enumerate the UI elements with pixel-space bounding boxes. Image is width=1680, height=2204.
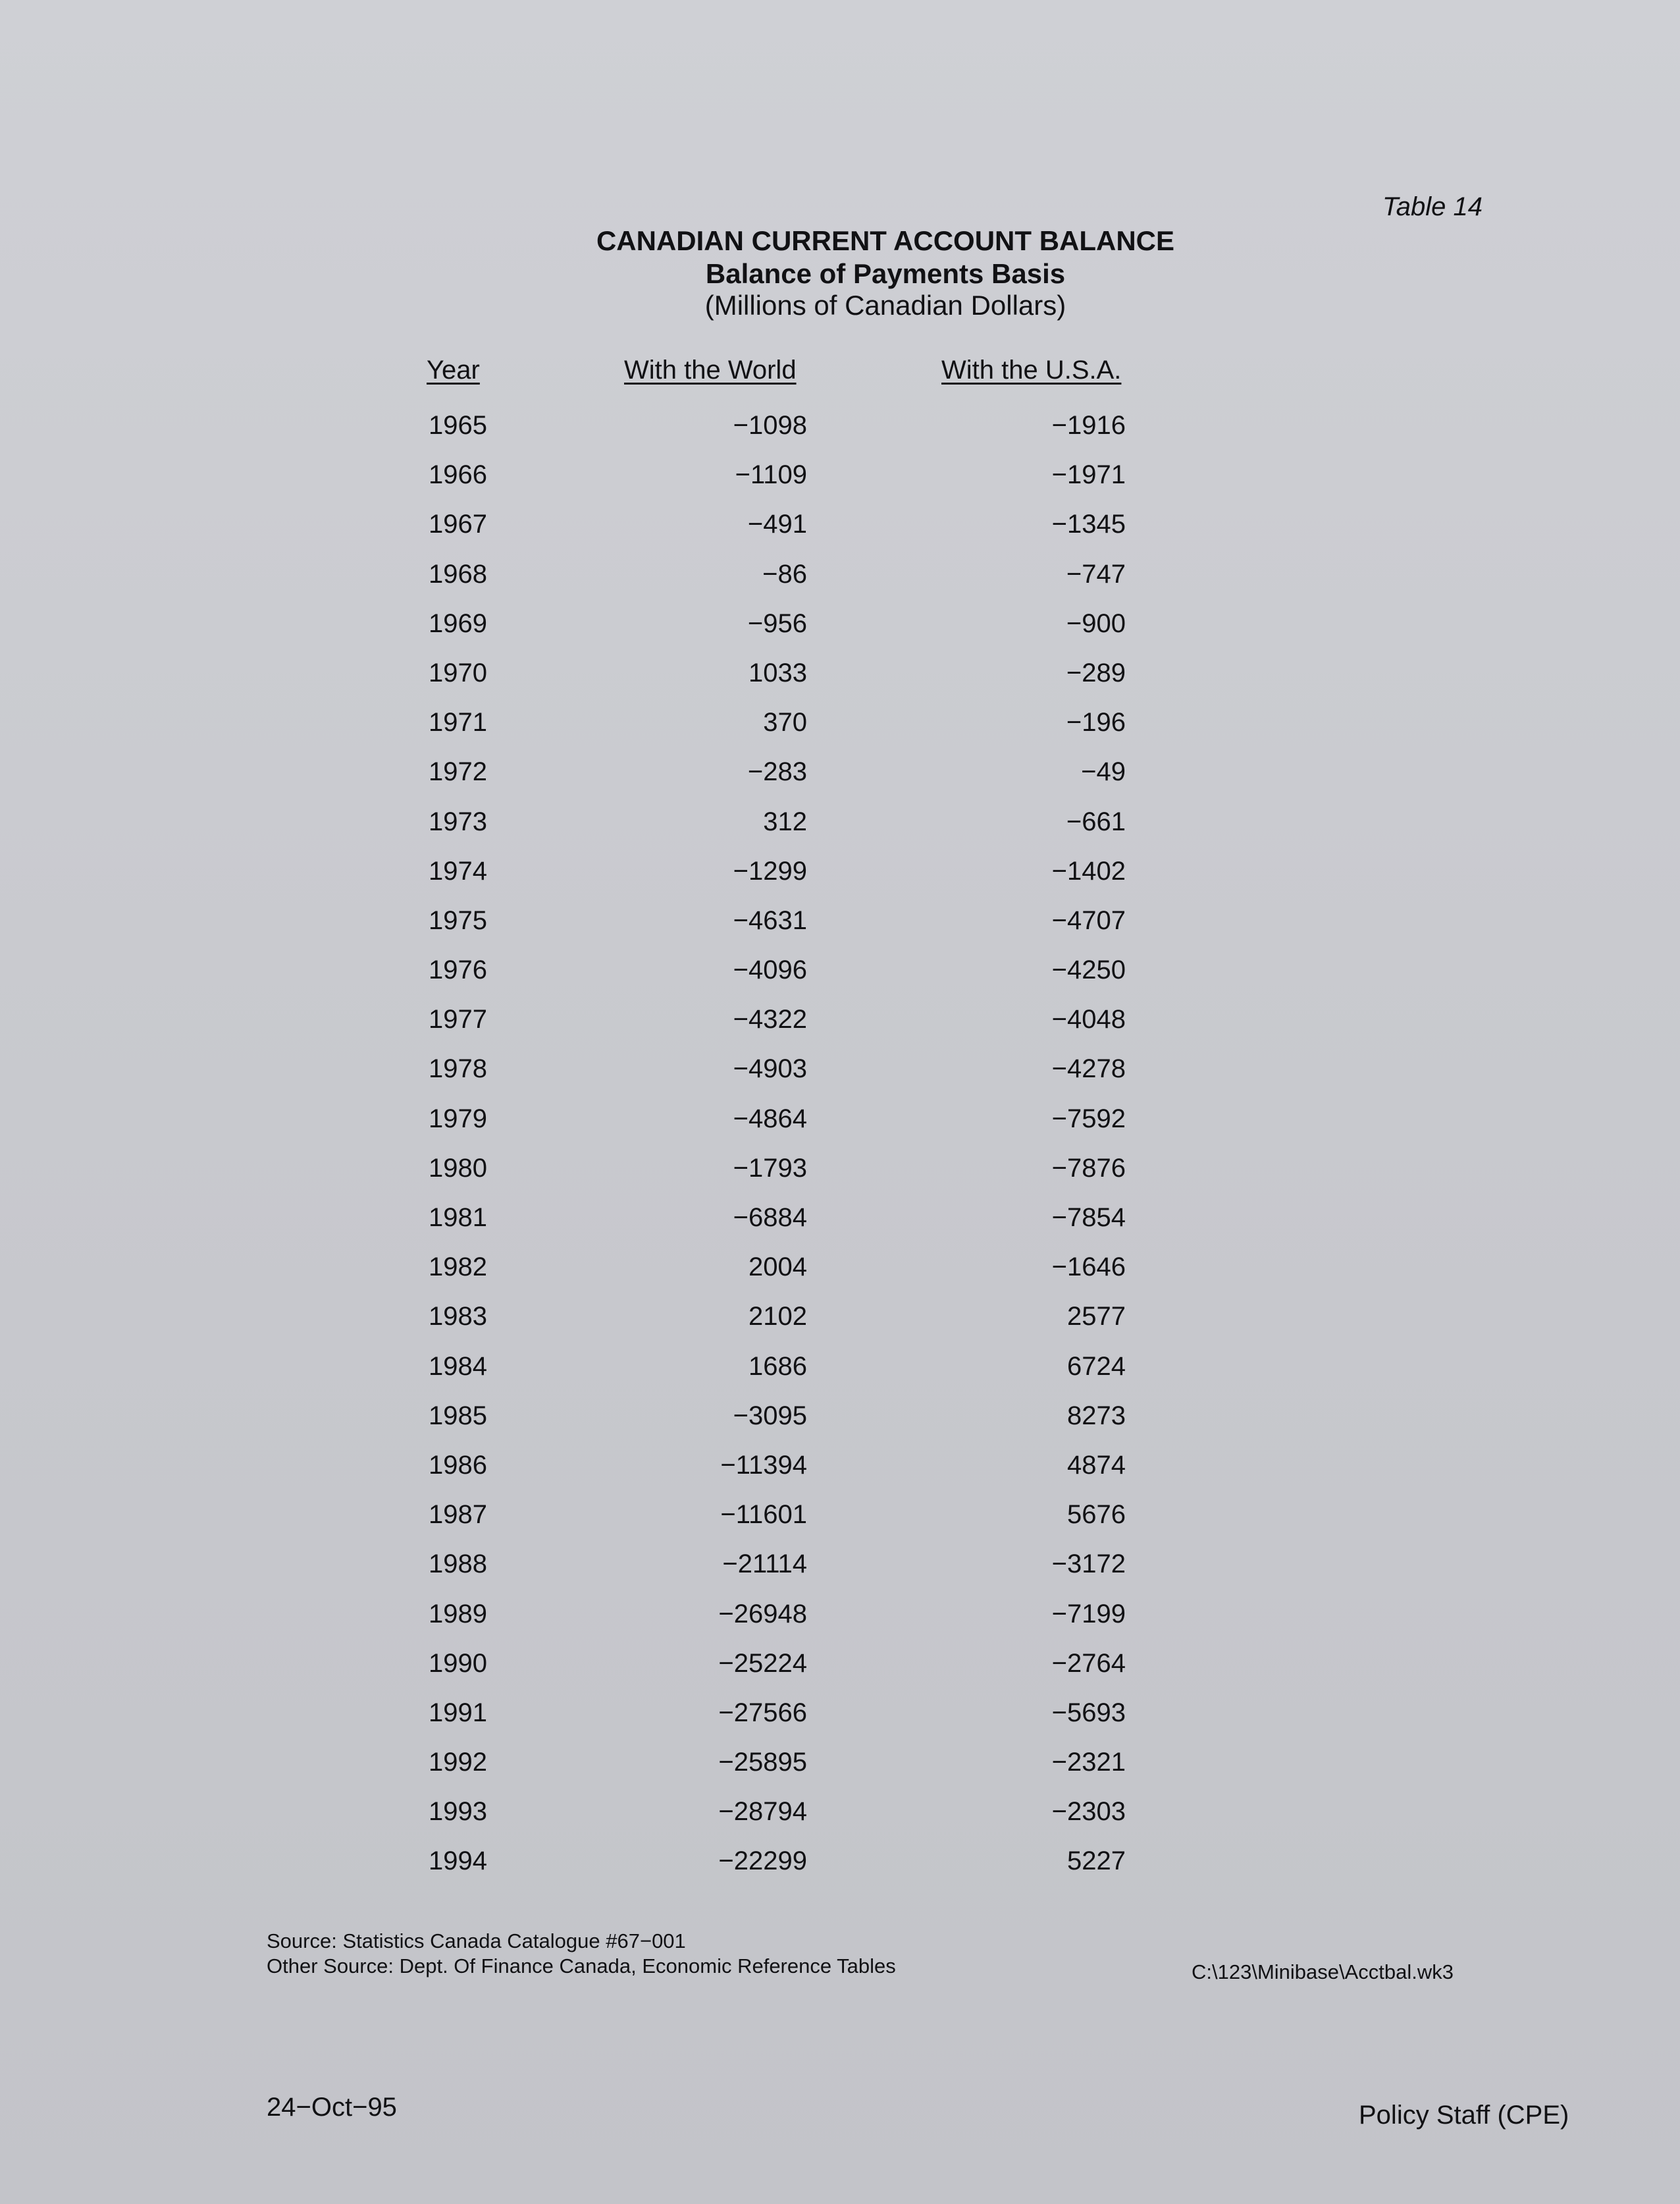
table-row bbox=[0, 1154, 1680, 1203]
year-cell: 1982 bbox=[429, 1252, 487, 1282]
world-balance-cell: −22299 bbox=[718, 1846, 807, 1876]
usa-balance-cell: −1646 bbox=[1051, 1252, 1126, 1282]
world-balance-cell: −26948 bbox=[718, 1599, 807, 1628]
table-row bbox=[0, 1549, 1680, 1599]
table-row bbox=[0, 460, 1680, 510]
world-balance-cell: 1033 bbox=[748, 658, 807, 687]
table-row bbox=[0, 1302, 1680, 1351]
world-balance-cell: −4322 bbox=[733, 1005, 807, 1035]
year-cell: 1975 bbox=[429, 905, 487, 935]
page-title: CANADIAN CURRENT ACCOUNT BALANCE bbox=[596, 225, 1175, 256]
table-row bbox=[0, 1054, 1680, 1104]
table-row bbox=[0, 1500, 1680, 1549]
year-cell: 1979 bbox=[429, 1104, 487, 1133]
year-cell: 1989 bbox=[429, 1599, 487, 1628]
table-row bbox=[0, 1401, 1680, 1451]
usa-balance-cell: −49 bbox=[1081, 757, 1126, 787]
other-source-note: Other Source: Dept. Of Finance Canada, Economic Reference Tables bbox=[267, 1954, 896, 1977]
table-row bbox=[0, 1797, 1680, 1846]
usa-balance-cell: 5227 bbox=[1067, 1846, 1126, 1876]
world-balance-cell: −4096 bbox=[733, 955, 807, 985]
department-label: Policy Staff (CPE) bbox=[1359, 2101, 1569, 2130]
year-cell: 1977 bbox=[429, 1005, 487, 1035]
table-row bbox=[0, 807, 1680, 857]
usa-balance-cell: −7199 bbox=[1051, 1599, 1126, 1628]
table-row bbox=[0, 411, 1680, 460]
world-balance-cell: 2004 bbox=[748, 1252, 807, 1282]
table-row bbox=[0, 708, 1680, 757]
year-cell: 1992 bbox=[429, 1748, 487, 1777]
world-balance-cell: −4903 bbox=[733, 1054, 807, 1084]
world-balance-cell: −86 bbox=[762, 559, 807, 589]
year-cell: 1965 bbox=[429, 411, 487, 440]
usa-balance-cell: 6724 bbox=[1067, 1351, 1126, 1381]
world-balance-cell: 1686 bbox=[748, 1351, 807, 1381]
table-row bbox=[0, 609, 1680, 659]
year-cell: 1971 bbox=[429, 708, 487, 738]
year-cell: 1972 bbox=[429, 757, 487, 787]
world-balance-cell: −11601 bbox=[720, 1500, 807, 1530]
table-row bbox=[0, 560, 1680, 609]
usa-balance-cell: −900 bbox=[1066, 608, 1126, 638]
world-balance-cell: −27566 bbox=[718, 1698, 807, 1727]
year-cell: 1978 bbox=[429, 1054, 487, 1084]
usa-balance-cell: 5676 bbox=[1067, 1500, 1126, 1530]
world-balance-cell: −25224 bbox=[718, 1648, 807, 1678]
world-balance-cell: −1109 bbox=[735, 460, 807, 490]
table-row bbox=[0, 955, 1680, 1005]
table-row bbox=[0, 659, 1680, 708]
world-balance-cell: −956 bbox=[747, 608, 807, 638]
usa-balance-cell: −3172 bbox=[1051, 1549, 1126, 1579]
year-cell: 1994 bbox=[429, 1846, 487, 1876]
usa-balance-cell: −4707 bbox=[1051, 905, 1126, 935]
table-row bbox=[0, 1698, 1680, 1748]
usa-balance-cell: −1345 bbox=[1051, 510, 1126, 539]
table-row bbox=[0, 757, 1680, 807]
world-balance-cell: −25895 bbox=[718, 1748, 807, 1777]
year-cell: 1993 bbox=[429, 1797, 487, 1827]
year-cell: 1990 bbox=[429, 1648, 487, 1678]
table-row bbox=[0, 1203, 1680, 1252]
usa-balance-cell: −2303 bbox=[1051, 1797, 1126, 1827]
world-balance-cell: 370 bbox=[763, 708, 807, 738]
year-cell: 1981 bbox=[429, 1203, 487, 1232]
usa-balance-cell: −4250 bbox=[1051, 955, 1126, 985]
usa-balance-cell: −661 bbox=[1066, 807, 1126, 836]
world-balance-cell: 2102 bbox=[748, 1302, 807, 1331]
usa-balance-cell: −289 bbox=[1066, 658, 1126, 687]
year-cell: 1967 bbox=[429, 510, 487, 539]
usa-balance-cell: −7876 bbox=[1051, 1153, 1126, 1183]
usa-balance-cell: 8273 bbox=[1067, 1401, 1126, 1430]
year-cell: 1986 bbox=[429, 1450, 487, 1480]
column-header-year: Year bbox=[427, 356, 480, 385]
world-balance-cell: 312 bbox=[763, 807, 807, 836]
year-cell: 1973 bbox=[429, 807, 487, 836]
world-balance-cell: −283 bbox=[747, 757, 807, 787]
table-number: Table 14 bbox=[1382, 192, 1483, 221]
world-balance-cell: −1793 bbox=[733, 1153, 807, 1183]
usa-balance-cell: −7854 bbox=[1051, 1203, 1126, 1232]
usa-balance-cell: −1402 bbox=[1051, 856, 1126, 886]
table-row bbox=[0, 906, 1680, 955]
column-header-world: With the World bbox=[624, 356, 797, 385]
document-date: 24−Oct−95 bbox=[267, 2093, 397, 2122]
data-table-body bbox=[0, 411, 1680, 1896]
usa-balance-cell: −4048 bbox=[1051, 1005, 1126, 1035]
usa-balance-cell: −2764 bbox=[1051, 1648, 1126, 1678]
usa-balance-cell: −7592 bbox=[1051, 1104, 1126, 1133]
world-balance-cell: −11394 bbox=[720, 1450, 807, 1480]
world-balance-cell: −6884 bbox=[733, 1203, 807, 1232]
world-balance-cell: −4631 bbox=[733, 905, 807, 935]
year-cell: 1985 bbox=[429, 1401, 487, 1430]
world-balance-cell: −28794 bbox=[718, 1797, 807, 1827]
usa-balance-cell: −1971 bbox=[1051, 460, 1126, 490]
table-row bbox=[0, 1451, 1680, 1500]
usa-balance-cell: −747 bbox=[1066, 559, 1126, 589]
table-row bbox=[0, 1649, 1680, 1698]
source-note: Source: Statistics Canada Catalogue #67−001 bbox=[267, 1929, 686, 1952]
usa-balance-cell: −196 bbox=[1066, 708, 1126, 738]
table-row bbox=[0, 510, 1680, 559]
page-subtitle: Balance of Payments Basis bbox=[705, 258, 1066, 289]
usa-balance-cell: −2321 bbox=[1051, 1748, 1126, 1777]
table-row bbox=[0, 1846, 1680, 1896]
units-note: (Millions of Canadian Dollars) bbox=[704, 290, 1066, 321]
world-balance-cell: −1098 bbox=[733, 411, 807, 440]
year-cell: 1987 bbox=[429, 1500, 487, 1530]
column-header-usa: With the U.S.A. bbox=[941, 356, 1122, 385]
year-cell: 1991 bbox=[429, 1698, 487, 1727]
year-cell: 1966 bbox=[429, 460, 487, 490]
world-balance-cell: −21114 bbox=[722, 1549, 807, 1579]
table-row bbox=[0, 857, 1680, 906]
usa-balance-cell: 4874 bbox=[1067, 1450, 1126, 1480]
table-row bbox=[0, 1104, 1680, 1154]
world-balance-cell: −1299 bbox=[733, 856, 807, 886]
world-balance-cell: −4864 bbox=[733, 1104, 807, 1133]
file-path: C:\123\Minibase\Acctbal.wk3 bbox=[1192, 1960, 1454, 1983]
year-cell: 1988 bbox=[429, 1549, 487, 1579]
year-cell: 1984 bbox=[429, 1351, 487, 1381]
table-row bbox=[0, 1252, 1680, 1302]
year-cell: 1980 bbox=[429, 1153, 487, 1183]
table-row bbox=[0, 1599, 1680, 1649]
world-balance-cell: −3095 bbox=[733, 1401, 807, 1430]
year-cell: 1976 bbox=[429, 955, 487, 985]
table-row bbox=[0, 1748, 1680, 1797]
table-row bbox=[0, 1005, 1680, 1054]
year-cell: 1970 bbox=[429, 658, 487, 687]
year-cell: 1983 bbox=[429, 1302, 487, 1331]
table-row bbox=[0, 1352, 1680, 1401]
year-cell: 1969 bbox=[429, 608, 487, 638]
usa-balance-cell: −5693 bbox=[1051, 1698, 1126, 1727]
year-cell: 1968 bbox=[429, 559, 487, 589]
usa-balance-cell: −4278 bbox=[1051, 1054, 1126, 1084]
usa-balance-cell: −1916 bbox=[1051, 411, 1126, 440]
world-balance-cell: −491 bbox=[747, 510, 807, 539]
year-cell: 1974 bbox=[429, 856, 487, 886]
usa-balance-cell: 2577 bbox=[1067, 1302, 1126, 1331]
